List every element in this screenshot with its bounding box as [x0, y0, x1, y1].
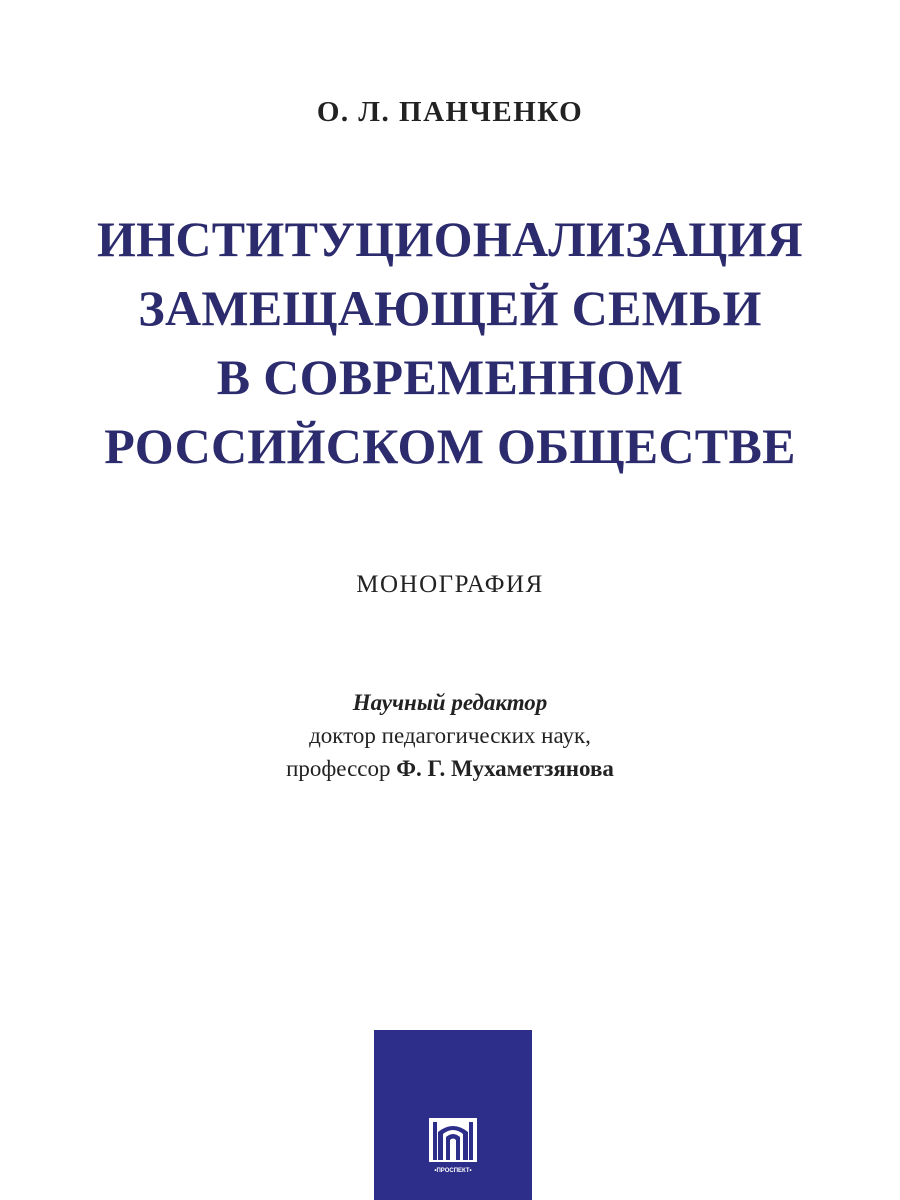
genre-label: МОНОГРАФИЯ — [356, 571, 544, 598]
editor-name: Ф. Г. Мухаметзянова — [396, 756, 614, 781]
title-line-1: ИНСТИТУЦИОНАЛИЗАЦИЯ — [96, 211, 804, 267]
book-title — [40, 205, 860, 481]
editor-degree: доктор педагогических наук, — [309, 723, 591, 748]
editor-role: Научный редактор — [352, 690, 548, 715]
publisher-block — [374, 1030, 532, 1200]
author-name: О. Л. ПАНЧЕНКО — [316, 96, 584, 128]
editor-title-prefix: профессор — [286, 756, 397, 781]
editor-name-line — [0, 752, 900, 785]
title-line-2: ЗАМЕЩАЮЩЕЙ СЕМЬИ — [138, 280, 762, 336]
title-line-3: В СОВРЕМЕННОМ — [216, 349, 684, 405]
title-line-4: РОССИЙСКОМ ОБЩЕСТВЕ — [104, 418, 796, 474]
prospekt-logo-icon — [425, 1116, 481, 1176]
logo-caption: •ПРОСПЕКТ• — [434, 1168, 472, 1174]
scientific-editor — [0, 686, 900, 785]
